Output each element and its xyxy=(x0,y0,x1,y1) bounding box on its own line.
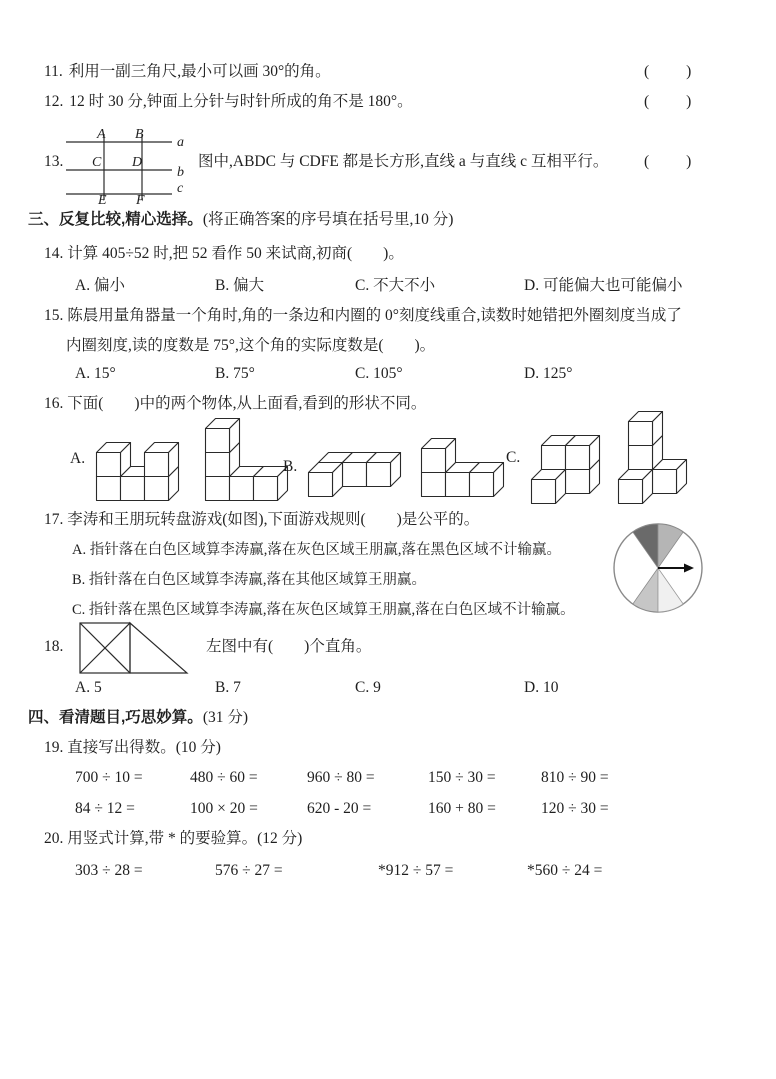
section-title: 四、看清题目,巧思妙算。 xyxy=(28,709,203,726)
q19-expr-4: 150 ÷ 30 = xyxy=(428,769,496,786)
q19-expr-3: 960 ÷ 80 = xyxy=(307,769,375,786)
q19-expr-10: 120 ÷ 30 = xyxy=(541,800,609,817)
question-number: 11. xyxy=(44,63,63,80)
cube-figure-group-a xyxy=(70,416,289,502)
q19-expr-7: 100 × 20 = xyxy=(190,800,258,817)
question-15-line1: 15. 陈晨用量角器量一个角时,角的一条边和内圈的 0°刻度线重合,读数时她错把外圈刻度当成了 xyxy=(44,307,682,324)
q18-option-b: B. 7 xyxy=(215,679,241,696)
q14-option-d: D. 可能偏大也可能偏小 xyxy=(524,277,683,294)
line-label-a: a xyxy=(177,135,184,150)
section-note: (31 分) xyxy=(202,709,249,726)
cube-figure-group-b xyxy=(283,436,505,498)
answer-bracket-12: ( ) xyxy=(644,93,694,110)
point-label-D: D xyxy=(132,155,143,170)
parallel-lines-figure xyxy=(64,126,196,204)
cube-shape xyxy=(617,410,688,505)
q18-option-c: C. 9 xyxy=(355,679,381,696)
q18-option-d: D. 10 xyxy=(524,679,559,696)
question-16: 16. 下面( )中的两个物体,从上面看,看到的形状不同。 xyxy=(44,395,427,412)
answer-bracket-11: ( ) xyxy=(644,63,694,80)
cube-shape xyxy=(204,417,289,502)
line-label-c: c xyxy=(177,181,184,196)
question-number: 12. xyxy=(44,93,64,110)
q17-option-a: A. 指针落在白色区域算李涛赢,落在灰色区域王朋赢,落在黑色区域不计输赢。 xyxy=(72,542,561,558)
point-label-F: F xyxy=(136,193,145,204)
cube-shape xyxy=(95,441,180,502)
q14-option-c: C. 不大不小 xyxy=(355,277,436,294)
question-13-text: 图中,ABDC 与 CDFE 都是长方形,直线 a 与直线 c 互相平行。 xyxy=(198,153,609,170)
answer-bracket-13: ( ) xyxy=(644,153,694,170)
point-label-E: E xyxy=(98,193,107,204)
question-19: 19. 直接写出得数。(10 分) xyxy=(44,739,221,756)
cube-shape xyxy=(420,437,505,498)
section-note: (将正确答案的序号填在括号里,10 分) xyxy=(202,211,454,228)
q20-expr-1: 303 ÷ 28 = xyxy=(75,862,143,879)
q19-expr-9: 160 + 80 = xyxy=(428,800,496,817)
cube-shape xyxy=(307,451,402,498)
question-text: 利用一副三角尺,最小可以画 30°的角。 xyxy=(68,63,331,80)
question-text: 12 时 30 分,钟面上分针与时针所成的角不是 180°。 xyxy=(69,93,413,110)
cube-group-label-c: C. xyxy=(506,448,521,466)
question-18-text: 左图中有( )个直角。 xyxy=(206,638,372,655)
question-12 xyxy=(44,92,413,112)
q20-expr-2: 576 ÷ 27 = xyxy=(215,862,283,879)
section-three-heading xyxy=(28,210,453,230)
cube-figure-group-c xyxy=(506,410,688,505)
q19-expr-2: 480 ÷ 60 = xyxy=(190,769,258,786)
question-11 xyxy=(44,62,331,82)
cube-shape xyxy=(530,434,601,505)
q18-option-a: A. 5 xyxy=(75,679,102,696)
point-label-B: B xyxy=(135,127,144,142)
q14-option-a: A. 偏小 xyxy=(75,277,125,294)
q19-expr-8: 620 - 20 = xyxy=(307,800,372,817)
question-20: 20. 用竖式计算,带 * 的要验算。(12 分) xyxy=(44,830,303,847)
cube-group-label-a: A. xyxy=(70,450,86,467)
section-title: 三、反复比较,精心选择。 xyxy=(28,211,203,228)
q20-expr-3: *912 ÷ 57 = xyxy=(378,862,454,879)
q17-option-c: C. 指针落在黑色区域算李涛赢,落在灰色区域算王朋赢,落在白色区域不计输赢。 xyxy=(72,602,575,618)
right-angles-figure xyxy=(78,621,192,677)
question-14: 14. 计算 405÷52 时,把 52 看作 50 来试商,初商( )。 xyxy=(44,245,404,262)
q20-expr-4: *560 ÷ 24 = xyxy=(527,862,603,879)
q17-option-b: B. 指针落在白色区域算李涛赢,落在其他区域算王朋赢。 xyxy=(72,572,427,588)
cube-group-label-b: B. xyxy=(283,458,298,475)
q15-option-a: A. 15° xyxy=(75,365,116,382)
question-number-18: 18. xyxy=(44,638,64,655)
section-four-heading xyxy=(28,708,248,728)
point-label-A: A xyxy=(97,127,106,142)
q15-option-d: D. 125° xyxy=(524,365,573,382)
spinner-figure xyxy=(612,519,708,617)
point-label-C: C xyxy=(92,155,102,170)
question-17: 17. 李涛和王朋玩转盘游戏(如图),下面游戏规则( )是公平的。 xyxy=(44,511,480,528)
q15-option-b: B. 75° xyxy=(215,365,255,382)
line-label-b: b xyxy=(177,165,184,180)
q19-expr-5: 810 ÷ 90 = xyxy=(541,769,609,786)
q19-expr-6: 84 ÷ 12 = xyxy=(75,800,135,817)
question-number-13: 13. xyxy=(44,153,64,170)
q19-expr-1: 700 ÷ 10 = xyxy=(75,769,143,786)
q15-option-c: C. 105° xyxy=(355,365,403,382)
question-15-line2: 内圈刻度,读的度数是 75°,这个角的实际度数是( )。 xyxy=(66,337,436,354)
q14-option-b: B. 偏大 xyxy=(215,277,265,294)
